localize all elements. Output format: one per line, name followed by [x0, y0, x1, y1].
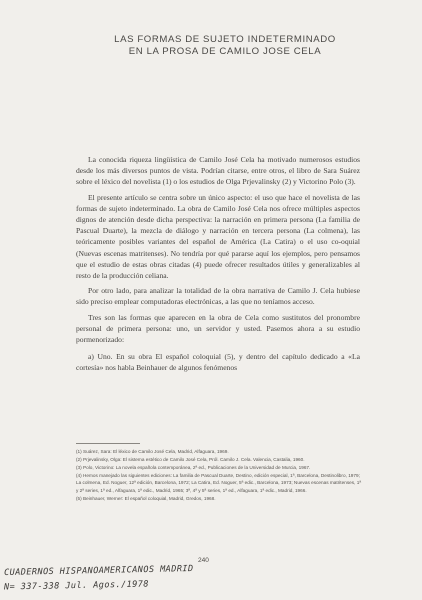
footnote: (4) Hemos manejado las siguientes ediciones: La familia de Pascual Duarte, Destino, edición especial, 1ª, Barcelona, Destinolibro, 1979; La colmena, Ed. Noguer, 12ª edición, Barcelona, 1972; La Catira, Ed. Noguer, 5ª edic., Barcelona, 1973; Nuevas escenas matritenses, 1ª y 2ª series, 1ª ed., Alfaguara, 1ª edic., Madrid, 1965; 3ª, 4ª y 5ª series, 1ª ed., Alfaguara, 1ª edic., Madrid, 1966.: [76, 473, 362, 493]
paragraph: La conocida riqueza lingüística de Camilo José Cela ha motivado numerosos estudios desde los más diversos puntos de vista. Podrían citarse, entre otros, el libro de Sara Suárez sobre el léxico del novelista (1) o los estudios de Olga Prjevalinsky (2) y Victorino Polo (3).: [76, 155, 360, 187]
footnote: (1) Suárez, Sara: El léxico de Camilo José Cela, Madrid, Alfaguara, 1969.: [76, 449, 229, 454]
title-line-2: EN LA PROSA DE CAMILO JOSE CELA: [128, 46, 322, 57]
footnote-divider: [76, 443, 140, 444]
handwritten-source-line-2: N= 337-338 Jul. Agos./1978: [3, 579, 150, 593]
paragraph-item-a: a) Uno. En su obra El español coloquial (5), y dentro del capítulo dedicado a «La cortesía» nos habla Beinhauer de algunos fenómenos: [76, 352, 360, 373]
paragraph: Por otro lado, para analizar la totalidad de la obra narrativa de Camilo J. Cela hubiese sido preciso emplear computadoras electrónicas, a las que no teníamos acceso.: [76, 286, 360, 307]
paragraph: El presente artículo se centra sobre un único aspecto: el uso que hace el novelista de las formas de sujeto indeterminado. La obra de Camilo José Cela nos ofrece múltiples aspectos dignos de atención desde dicha perspectiva: la narración en primera persona (La familia de Pascual Duarte), la mezcla de diálogo y narración en tercera persona (La colmena), las teóricamente posibles variantes del español de América (La Catira) o el uso co-oquial (Nuevas escenas matritenses). No tendría por qué pararse aquí los ejemplos, pero pensamos que el estudio de estas obras citadas (4) puede ofrecer resultados útiles y generalizables al resto de la producción celiana.: [76, 192, 360, 281]
handwritten-source-line-1: CUADERNOS HISPANOAMERICANOS MADRID: [3, 564, 194, 578]
article-title: [60, 34, 390, 58]
title-line-1: LAS FORMAS DE SUJETO INDETERMINADO: [114, 34, 336, 45]
article-body: [76, 154, 360, 378]
footnote: (3) Polo, Victorino: La novela española contemporánea, 2ª ed., Publicaciones de la Universidad de Murcia, 1967.: [76, 465, 311, 470]
page-number: 240: [198, 557, 209, 564]
footnote: (2) Prjevalinsky, Olga: El sistema estético de Camilo José Cela, Pról. Camilo J. Cela. Valencia, Castalia, 1960.: [76, 457, 305, 462]
footnote: (5) Beinhauer, Werner: El español coloquial, Madrid, Gredos, 1968.: [76, 495, 216, 501]
footnotes: [76, 448, 364, 503]
paragraph: Tres son las formas que aparecen en la obra de Cela como sustitutos del pronombre personal de primera persona: uno, un servidor y usted. Pasemos ahora a su estudio pormenorizado:: [76, 312, 360, 345]
